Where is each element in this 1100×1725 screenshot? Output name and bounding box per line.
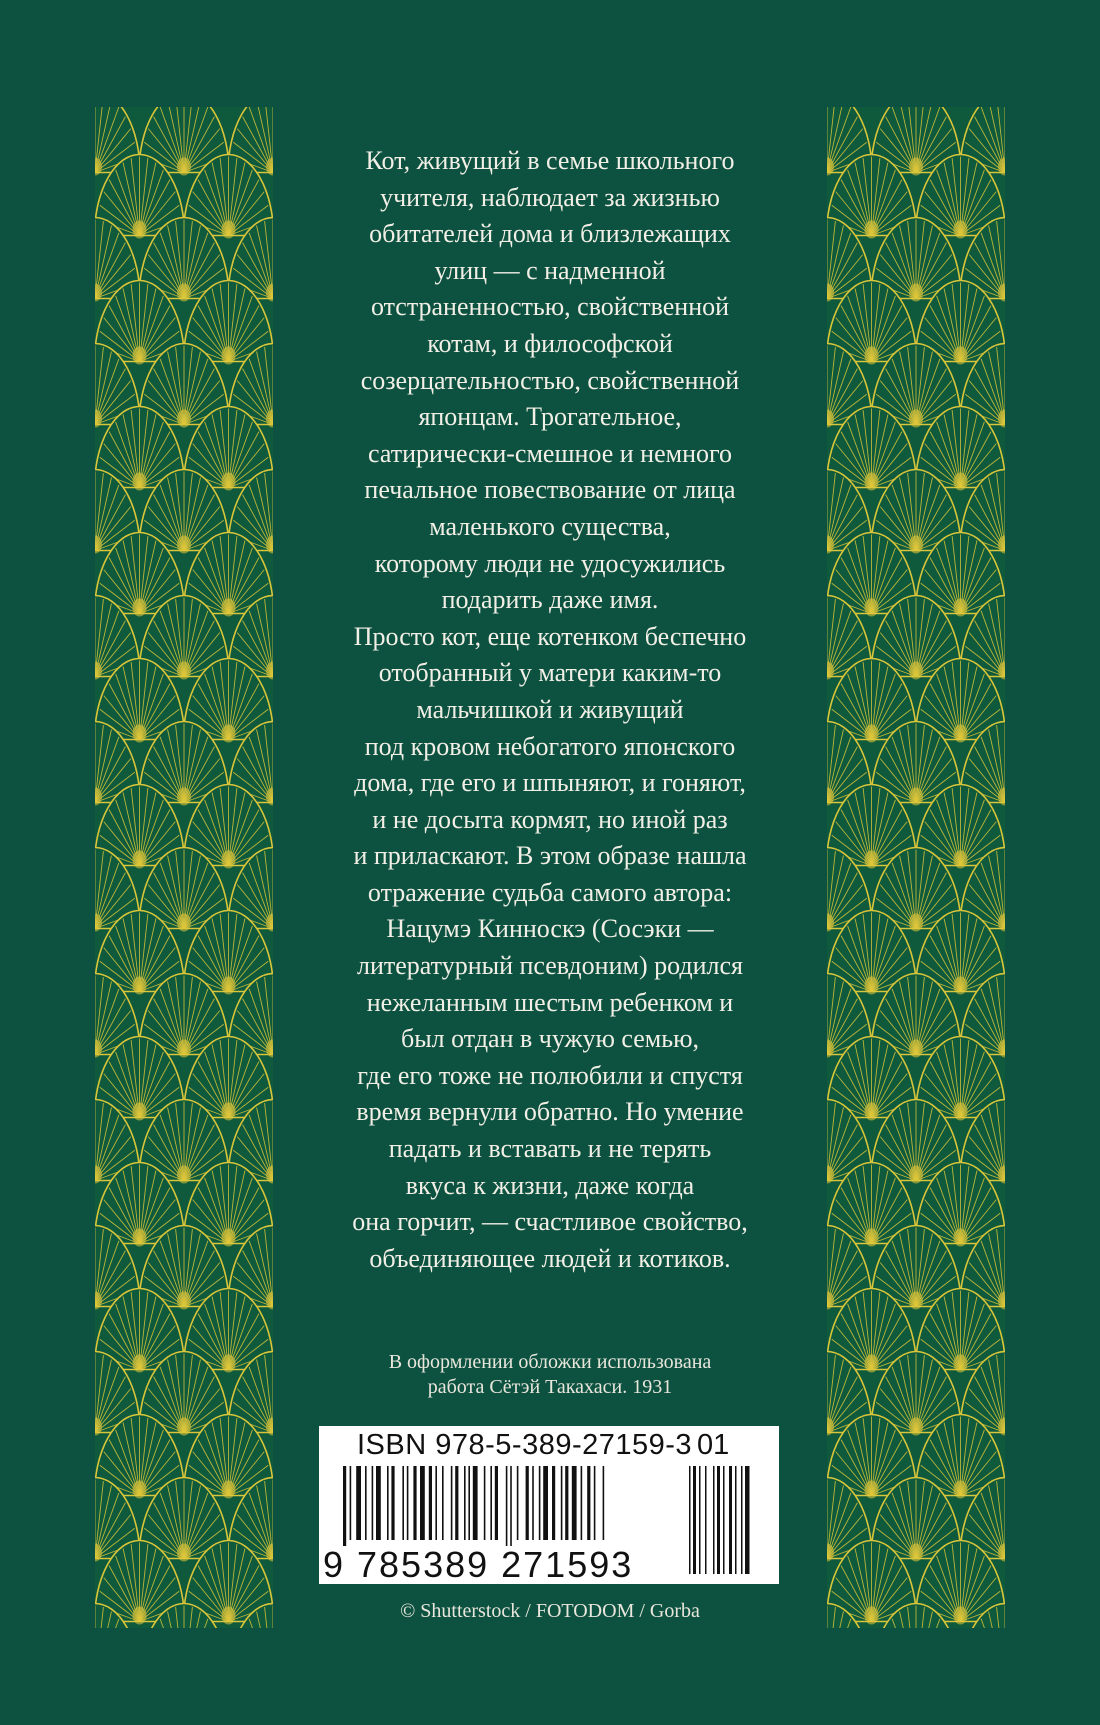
isbn-barcode: [319, 1426, 779, 1584]
blurb-line: и приласкают. В этом образе нашла: [353, 841, 747, 871]
blurb-line: отражение судьба самого автора:: [367, 877, 733, 907]
blurb-line: маленького существа,: [429, 511, 671, 541]
blurb-line: созерцательностью, свойственной: [360, 365, 740, 395]
barcode-addon-number: 01: [697, 1429, 730, 1461]
fan-pattern-left: [95, 107, 273, 1628]
blurb-line: котам, и философской: [427, 328, 673, 358]
blurb-line: Нацумэ Кинноскэ (Сосэки —: [386, 914, 714, 944]
blurb-line: отобранный у матери каким-то: [378, 658, 722, 688]
right-ornament-strip: [827, 107, 1005, 1628]
blurb-line: отстраненностью, свойственной: [370, 292, 730, 322]
blurb-line: дома, где его и шпыняют, и гоняют,: [354, 768, 746, 798]
blurb-line: Кот, живущий в семье школьного: [365, 146, 735, 175]
photo-credit: © Shutterstock / FOTODOM / Gorba: [400, 1600, 700, 1622]
ean-first-digit: 9: [323, 1544, 344, 1585]
blurb-line: которому люди не удосужились: [374, 548, 726, 578]
blurb-line: время вернули обратно. Но умение: [356, 1097, 744, 1127]
blurb-line: учителя, наблюдает за жизнью: [380, 182, 720, 212]
barcode-bars: [343, 1466, 683, 1546]
cover-design-credit: [300, 1350, 800, 1400]
blurb-text: [300, 143, 800, 1277]
blurb-line: вкуса к жизни, даже когда: [405, 1170, 695, 1200]
blurb-line: где его тоже не полюбили и спустя: [357, 1060, 743, 1090]
blurb-line: мальчишкой и живущий: [416, 694, 684, 724]
blurb-line: печальное повествование от лица: [364, 475, 736, 505]
blurb-line: литературный псевдоним) родился: [357, 951, 743, 981]
left-ornament-strip: [95, 107, 273, 1628]
blurb-line: сатирически-смешное и немного: [368, 438, 732, 468]
barcode-addon-bars: [689, 1466, 765, 1576]
blurb-line: нежеланным шестым ребенком и: [366, 987, 734, 1017]
blurb-line: улиц — с надменной: [434, 255, 666, 285]
fan-pattern-right: [827, 107, 1005, 1628]
blurb-line: падать и вставать и не терять: [388, 1134, 712, 1164]
blurb-line: обитателей дома и близлежащих: [369, 219, 731, 249]
blurb-line: был отдан в чужую семью,: [400, 1024, 700, 1054]
blurb-line: она горчит, — счастливое свойство,: [352, 1207, 748, 1237]
blurb-line: под кровом небогатого японского: [364, 731, 736, 761]
isbn-number: ISBN 978-5-389-27159-3: [357, 1429, 693, 1461]
blurb-line: и не досыта кормят, но иной раз: [372, 804, 728, 834]
cover-design-credit-line: В оформлении обложки использована: [388, 1351, 712, 1373]
blurb-line: японцам. Трогательное,: [418, 402, 682, 432]
blurb-line: подарить даже имя.: [441, 585, 659, 615]
blurb-line: объединяющее людей и котиков.: [369, 1243, 731, 1273]
ean-digits: 785389 271593: [357, 1544, 634, 1585]
blurb-line: Просто кот, еще котенком беспечно: [353, 621, 747, 651]
cover-design-credit-line: работа Сётэй Такахаси. 1931: [427, 1376, 673, 1398]
